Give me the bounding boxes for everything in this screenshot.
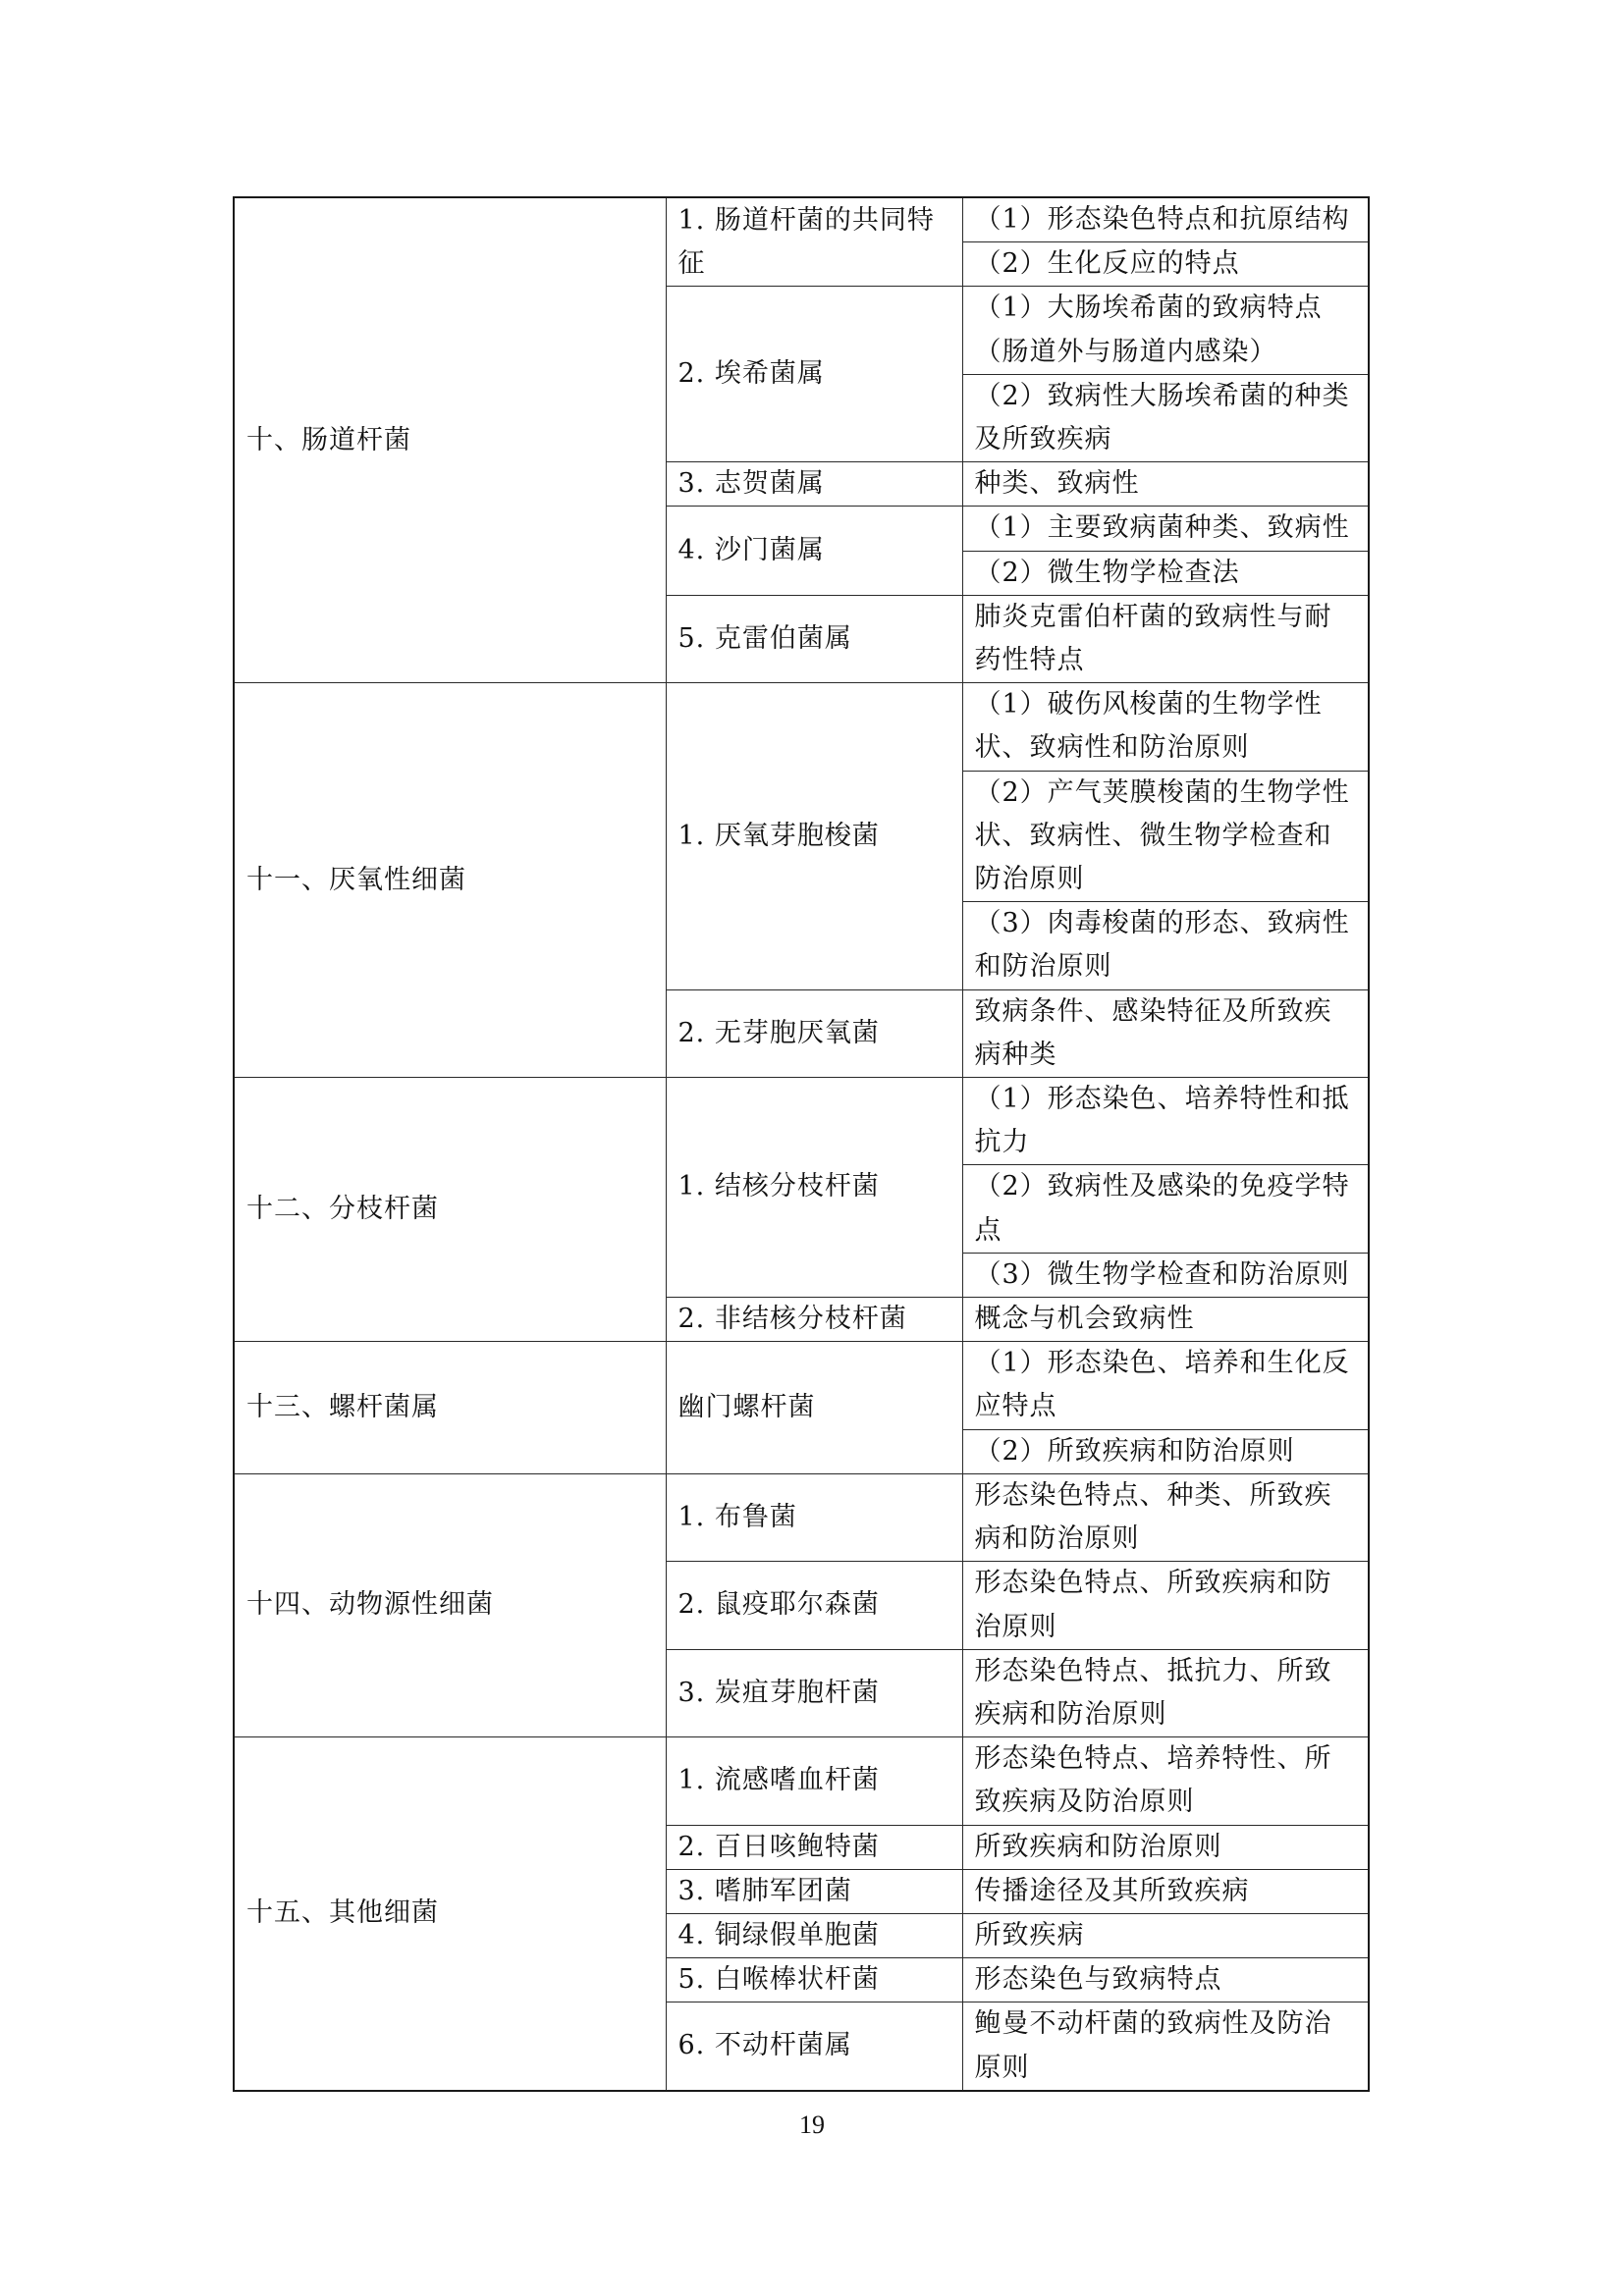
topic-cell: 1. 结核分枝杆菌 bbox=[666, 1078, 962, 1298]
topic-cell: 4. 铜绿假单胞菌 bbox=[666, 1913, 962, 1957]
syllabus-table-body bbox=[234, 197, 1369, 2091]
topic-cell: 6. 不动杆菌属 bbox=[666, 2002, 962, 2091]
topic-cell: 3. 嗜肺军团菌 bbox=[666, 1869, 962, 1913]
topic-cell: 2. 鼠疫耶尔森菌 bbox=[666, 1562, 962, 1649]
point-cell: （1）破伤风梭菌的生物学性状、致病性和防治原则 bbox=[962, 683, 1369, 771]
unit-cell: 十五、其他细菌 bbox=[234, 1737, 666, 2091]
point-cell: 鲍曼不动杆菌的致病性及防治原则 bbox=[962, 2002, 1369, 2091]
table-row bbox=[234, 1078, 1369, 1165]
topic-cell: 3. 志贺菌属 bbox=[666, 462, 962, 507]
point-cell: 传播途径及其所致疾病 bbox=[962, 1869, 1369, 1913]
topic-cell: 5. 克雷伯菌属 bbox=[666, 595, 962, 682]
point-cell: （2）生化反应的特点 bbox=[962, 242, 1369, 287]
point-cell: 所致疾病和防治原则 bbox=[962, 1825, 1369, 1869]
point-cell: （1）形态染色、培养和生化反应特点 bbox=[962, 1342, 1369, 1429]
topic-cell: 幽门螺杆菌 bbox=[666, 1342, 962, 1474]
topic-cell: 5. 白喉棒状杆菌 bbox=[666, 1958, 962, 2002]
point-cell: （1）大肠埃希菌的致病特点（肠道外与肠道内感染） bbox=[962, 287, 1369, 374]
topic-cell: 2. 埃希菌属 bbox=[666, 287, 962, 462]
unit-cell: 十二、分枝杆菌 bbox=[234, 1078, 666, 1342]
unit-cell: 十三、螺杆菌属 bbox=[234, 1342, 666, 1474]
unit-cell: 十四、动物源性细菌 bbox=[234, 1473, 666, 1736]
point-cell: 形态染色与致病特点 bbox=[962, 1958, 1369, 2002]
syllabus-table bbox=[233, 196, 1370, 2092]
table-row bbox=[234, 683, 1369, 771]
topic-cell: 1. 流感嗜血杆菌 bbox=[666, 1737, 962, 1825]
topic-cell: 4. 沙门菌属 bbox=[666, 507, 962, 595]
topic-cell: 1. 布鲁菌 bbox=[666, 1473, 962, 1561]
table-row bbox=[234, 1737, 1369, 1825]
point-cell: （1）主要致病菌种类、致病性 bbox=[962, 507, 1369, 551]
point-cell: 肺炎克雷伯杆菌的致病性与耐药性特点 bbox=[962, 595, 1369, 682]
topic-cell: 3. 炭疽芽胞杆菌 bbox=[666, 1649, 962, 1736]
topic-cell: 1. 厌氧芽胞梭菌 bbox=[666, 683, 962, 989]
table-row bbox=[234, 1473, 1369, 1561]
point-cell: 形态染色特点、培养特性、所致疾病及防治原则 bbox=[962, 1737, 1369, 1825]
unit-cell: 十、肠道杆菌 bbox=[234, 197, 666, 683]
point-cell: （2）致病性及感染的免疫学特点 bbox=[962, 1165, 1369, 1253]
table-row bbox=[234, 1342, 1369, 1429]
point-cell: （2）微生物学检查法 bbox=[962, 551, 1369, 595]
point-cell: （2）产气荚膜梭菌的生物学性状、致病性、微生物学检查和防治原则 bbox=[962, 771, 1369, 902]
point-cell: 概念与机会致病性 bbox=[962, 1298, 1369, 1342]
point-cell: （3）微生物学检查和防治原则 bbox=[962, 1253, 1369, 1297]
point-cell: （1）形态染色特点和抗原结构 bbox=[962, 197, 1369, 242]
unit-cell: 十一、厌氧性细菌 bbox=[234, 683, 666, 1078]
page-number: 19 bbox=[799, 2110, 825, 2139]
point-cell: （2）所致疾病和防治原则 bbox=[962, 1429, 1369, 1473]
point-cell: （2）致病性大肠埃希菌的种类及所致疾病 bbox=[962, 374, 1369, 461]
topic-cell: 2. 无芽胞厌氧菌 bbox=[666, 989, 962, 1077]
point-cell: 形态染色特点、所致疾病和防治原则 bbox=[962, 1562, 1369, 1649]
point-cell: （3）肉毒梭菌的形态、致病性和防治原则 bbox=[962, 902, 1369, 989]
point-cell: 形态染色特点、种类、所致疾病和防治原则 bbox=[962, 1473, 1369, 1561]
topic-cell: 2. 百日咳鲍特菌 bbox=[666, 1825, 962, 1869]
table-row bbox=[234, 197, 1369, 242]
point-cell: 形态染色特点、抵抗力、所致疾病和防治原则 bbox=[962, 1649, 1369, 1736]
point-cell: 种类、致病性 bbox=[962, 462, 1369, 507]
point-cell: （1）形态染色、培养特性和抵抗力 bbox=[962, 1078, 1369, 1165]
point-cell: 致病条件、感染特征及所致疾病种类 bbox=[962, 989, 1369, 1077]
point-cell: 所致疾病 bbox=[962, 1913, 1369, 1957]
topic-cell: 2. 非结核分枝杆菌 bbox=[666, 1298, 962, 1342]
topic-cell: 1. 肠道杆菌的共同特征 bbox=[666, 197, 962, 287]
